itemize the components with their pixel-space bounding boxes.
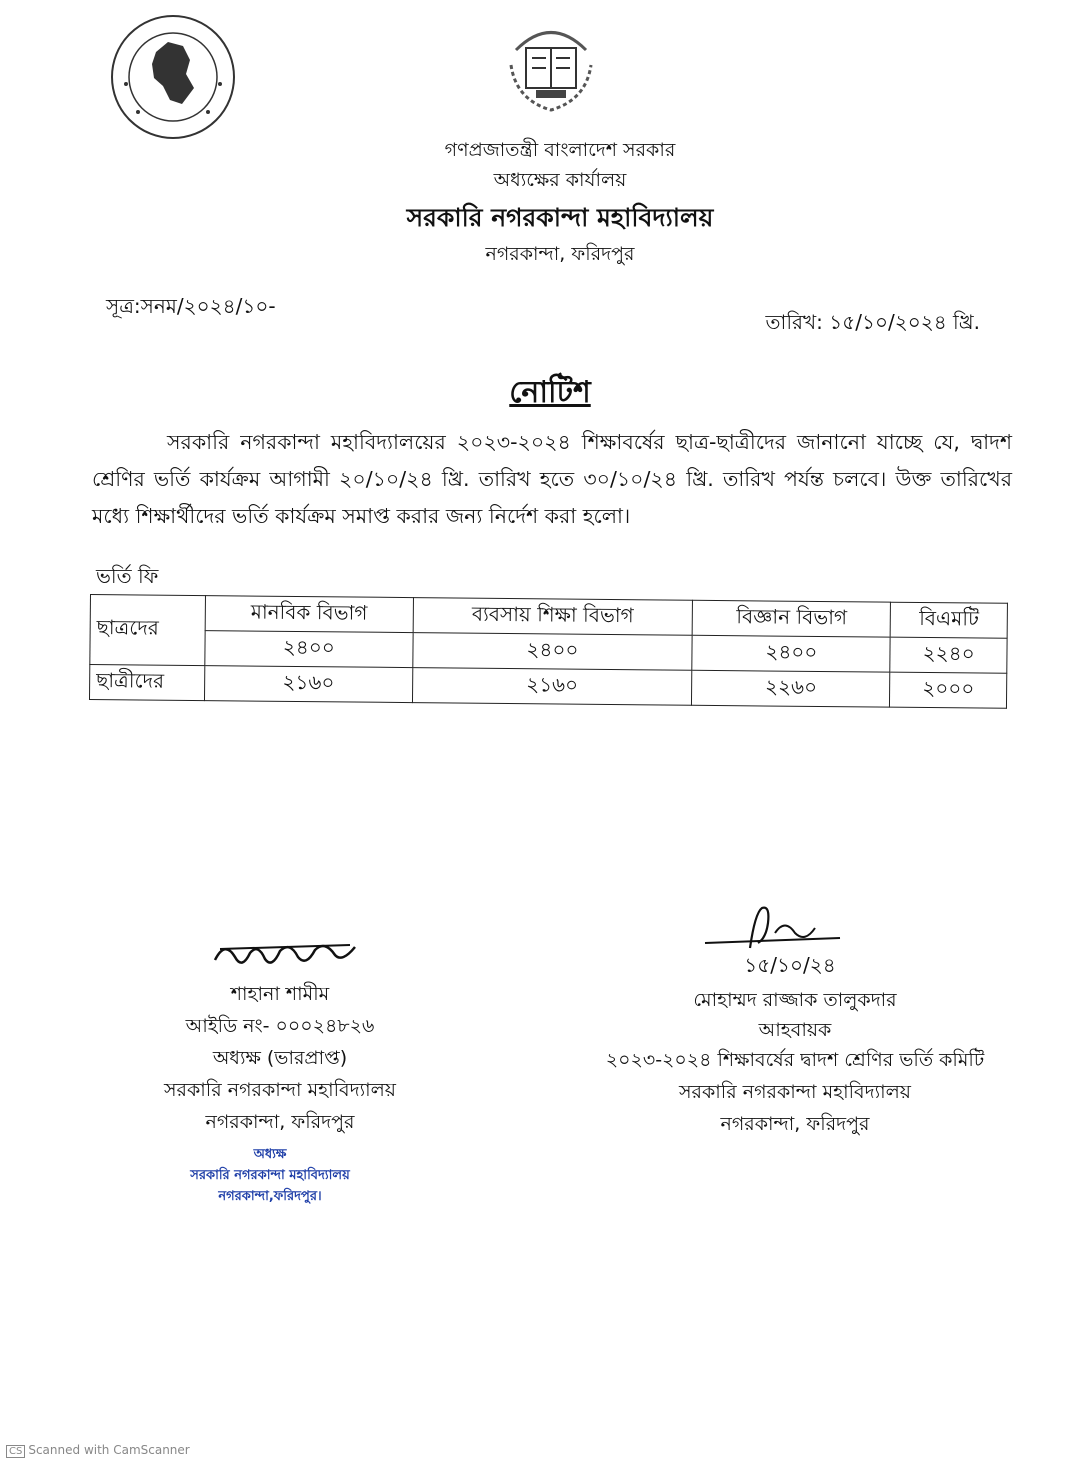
principal-id: আইডি নং- ০০০২৪৮২৬ [185,1015,375,1037]
principal-designation: অধ্যক্ষ (ভারপ্রাপ্ত) [212,1047,348,1069]
convener-signature-date: ১৫/১০/২৪ [744,953,836,977]
notice-body: সরকারি নগরকান্দা মহাবিদ্যালয়ের ২০২৩-২০২৪ শিক্ষাবর্ষের ছাত্র-ছাত্রীদের জানানো যাচ্ছে যে, দ্বাদশ শ্রেণির ভর্তি কার্যক্রম আগামী ২০/১০/২৪ খ্রি. তারিখ হতে ৩০/১০/২৪ খ্রি. তারিখ পর্যন্ত চলবে। উক্ত তারিখের মধ্যে শিক্ষার্থীদের ভর্তি কার্যক্রম সমাপ্ত করার জন্য নির্দেশ করা হলো। [92,430,1012,528]
fee-table [89,594,1008,709]
header-government: গণপ্রজাতন্ত্রী বাংলাদেশ সরকার [444,139,676,161]
convener-address: নগরকান্দা, ফরিদপুর [720,1113,870,1135]
fee-column-header: বিজ্ঞান বিভাগ [693,600,891,637]
scanner-text: Scanned with CamScanner [28,1443,190,1457]
principal-address: নগরকান্দা, ফরিদপুর [205,1111,355,1133]
committee-name: ২০২৩-২০২৪ শিক্ষাবর্ষের দ্বাদশ শ্রেণির ভর্তি কমিটি [605,1049,985,1071]
principal-name: শাহানা শামীম [230,983,330,1005]
college-emblem-icon [496,10,606,120]
fee-cell: ২৪০০ [692,635,890,672]
fee-cell: ২১৬০ [412,668,692,706]
principal-college: সরকারি নগরকান্দা মহাবিদ্যালয় [164,1079,396,1101]
header-address: নগরকান্দা, ফরিদপুর [485,243,635,265]
fee-label: ভর্তি ফি [96,564,159,588]
fee-row-label: ছাত্রদের [90,595,206,666]
scanner-watermark [6,1443,190,1458]
camscanner-logo-icon: CS [6,1445,25,1458]
fee-cell: ২৪০০ [205,631,413,668]
fee-cell: ২৪০০ [412,633,692,671]
header-office: অধ্যক্ষের কার্যালয় [493,169,627,191]
convener-name: মোহাম্মদ রাজ্জাক তালুকদার [693,989,897,1011]
stamp-line-1: অধ্যক্ষ [253,1147,287,1162]
header-college-name: সরকারি নগরকান্দা মহাবিদ্যালয় [406,203,714,232]
stamp-line-3: নগরকান্দা,ফরিদপুর। [218,1189,322,1204]
fee-row-label: ছাত্রীদের [89,665,204,701]
notice-title: নোটিশ [509,375,591,410]
fee-column-header: বিএমটি [891,602,1008,638]
government-seal-icon [108,12,238,142]
stamp-line-2: সরকারি নগরকান্দা মহাবিদ্যালয় [190,1168,350,1183]
principal-signature [210,935,360,975]
fee-cell: ২২৬০ [692,670,890,707]
table-row [89,665,1006,709]
convener-signature [700,903,860,953]
fee-cell: ২২৪০ [890,637,1007,673]
fee-column-header: মানবিক বিভাগ [205,596,413,633]
notice-date: তারিখ: ১৫/১০/২০২৪ খ্রি. [765,310,980,334]
fee-cell: ২০০০ [890,672,1007,708]
memo-number: সূত্র:সনম/২০২৪/১০- [106,294,276,318]
fee-column-header: ব্যবসায় শিক্ষা বিভাগ [413,598,693,636]
convener-college: সরকারি নগরকান্দা মহাবিদ্যালয় [679,1081,911,1103]
fee-cell: ২১৬০ [204,666,412,703]
convener-role: আহবায়ক [758,1019,832,1041]
